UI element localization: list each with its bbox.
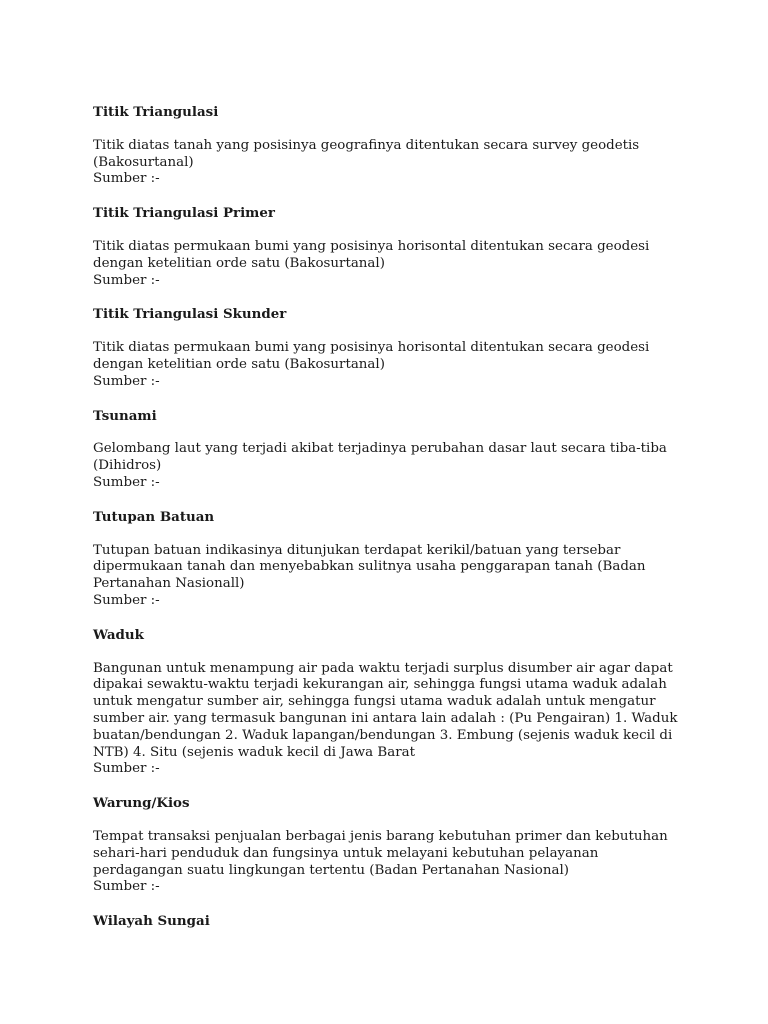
glossary-entry bbox=[93, 795, 683, 896]
glossary-entry bbox=[93, 913, 683, 930]
entry-term: Titik Triangulasi Skunder bbox=[93, 306, 287, 323]
entry-definition: Titik diatas permukaan bumi yang posisinya horisontal ditentukan secara geodesi dengan ketelitian orde satu (Bakosurtanal) bbox=[93, 238, 650, 271]
glossary-entry bbox=[93, 306, 683, 390]
entry-source: Sumber :- bbox=[93, 373, 160, 389]
entry-definition: Tutupan batuan indikasinya ditunjukan terdapat kerikil/batuan yang tersebar dipermukaan tanah dan menyebabkan sulitnya usaha penggarapan tanah (Badan Pertanahan Nasionall) bbox=[93, 542, 646, 592]
glossary-entry bbox=[93, 104, 683, 188]
glossary-entry bbox=[93, 627, 683, 778]
entry-definition: Gelombang laut yang terjadi akibat terjadinya perubahan dasar laut secara tiba-tiba (Dihidros) bbox=[93, 441, 667, 474]
entry-source: Sumber :- bbox=[93, 879, 160, 895]
entry-definition: Titik diatas tanah yang posisinya geografinya ditentukan secara survey geodetis (Bakosurtanal) bbox=[93, 137, 640, 170]
glossary-entry bbox=[93, 205, 683, 289]
entry-definition: Titik diatas permukaan bumi yang posisinya horisontal ditentukan secara geodesi dengan ketelitian orde satu (Bakosurtanal) bbox=[93, 340, 650, 372]
entry-term: Warung/Kios bbox=[93, 795, 190, 812]
entry-definition: Tempat transaksi penjualan berbagai jenis barang kebutuhan primer dan kebutuhan sehari-hari penduduk dan fungsinya untuk melayani kebutuhan pelayanan perdagangan suatu lingkungan tertentu (Badan Pertanahan Nasional) bbox=[93, 828, 668, 878]
entry-term: Titik Triangulasi Primer bbox=[93, 205, 275, 222]
entry-term: Titik Triangulasi bbox=[93, 104, 219, 120]
entry-source: Sumber :- bbox=[93, 474, 160, 490]
entry-term: Tutupan Batuan bbox=[93, 508, 215, 525]
entry-term: Tsunami bbox=[93, 407, 157, 424]
glossary-entry bbox=[93, 408, 683, 492]
entry-source: Sumber :- bbox=[93, 761, 160, 777]
entry-definition: Bangunan untuk menampung air pada waktu terjadi surplus disumber air agar dapat dipakai sewaktu-waktu terjadi kekurangan air, sehingga fungsi utama waduk adalah untuk mengatur sumber air, sehingga fungsi utama waduk adalah untuk mengatur sumber air. yang termasuk bangunan ini antara lain adalah : (Pu Pengairan) 1. Waduk buatan/bendungan 2. Waduk lapangan/bendungan 3. Embung (sejenis waduk kecil di NTB) 4. Situ (sejenis waduk kecil di Jawa Barat bbox=[93, 660, 678, 760]
entry-source: Sumber :- bbox=[93, 171, 160, 187]
entry-term: Waduk bbox=[93, 626, 144, 643]
glossary-content bbox=[93, 104, 683, 947]
entry-source: Sumber :- bbox=[93, 272, 160, 288]
entry-term: Wilayah Sungai bbox=[93, 913, 210, 930]
entry-source: Sumber :- bbox=[93, 592, 160, 608]
glossary-entry bbox=[93, 509, 683, 610]
